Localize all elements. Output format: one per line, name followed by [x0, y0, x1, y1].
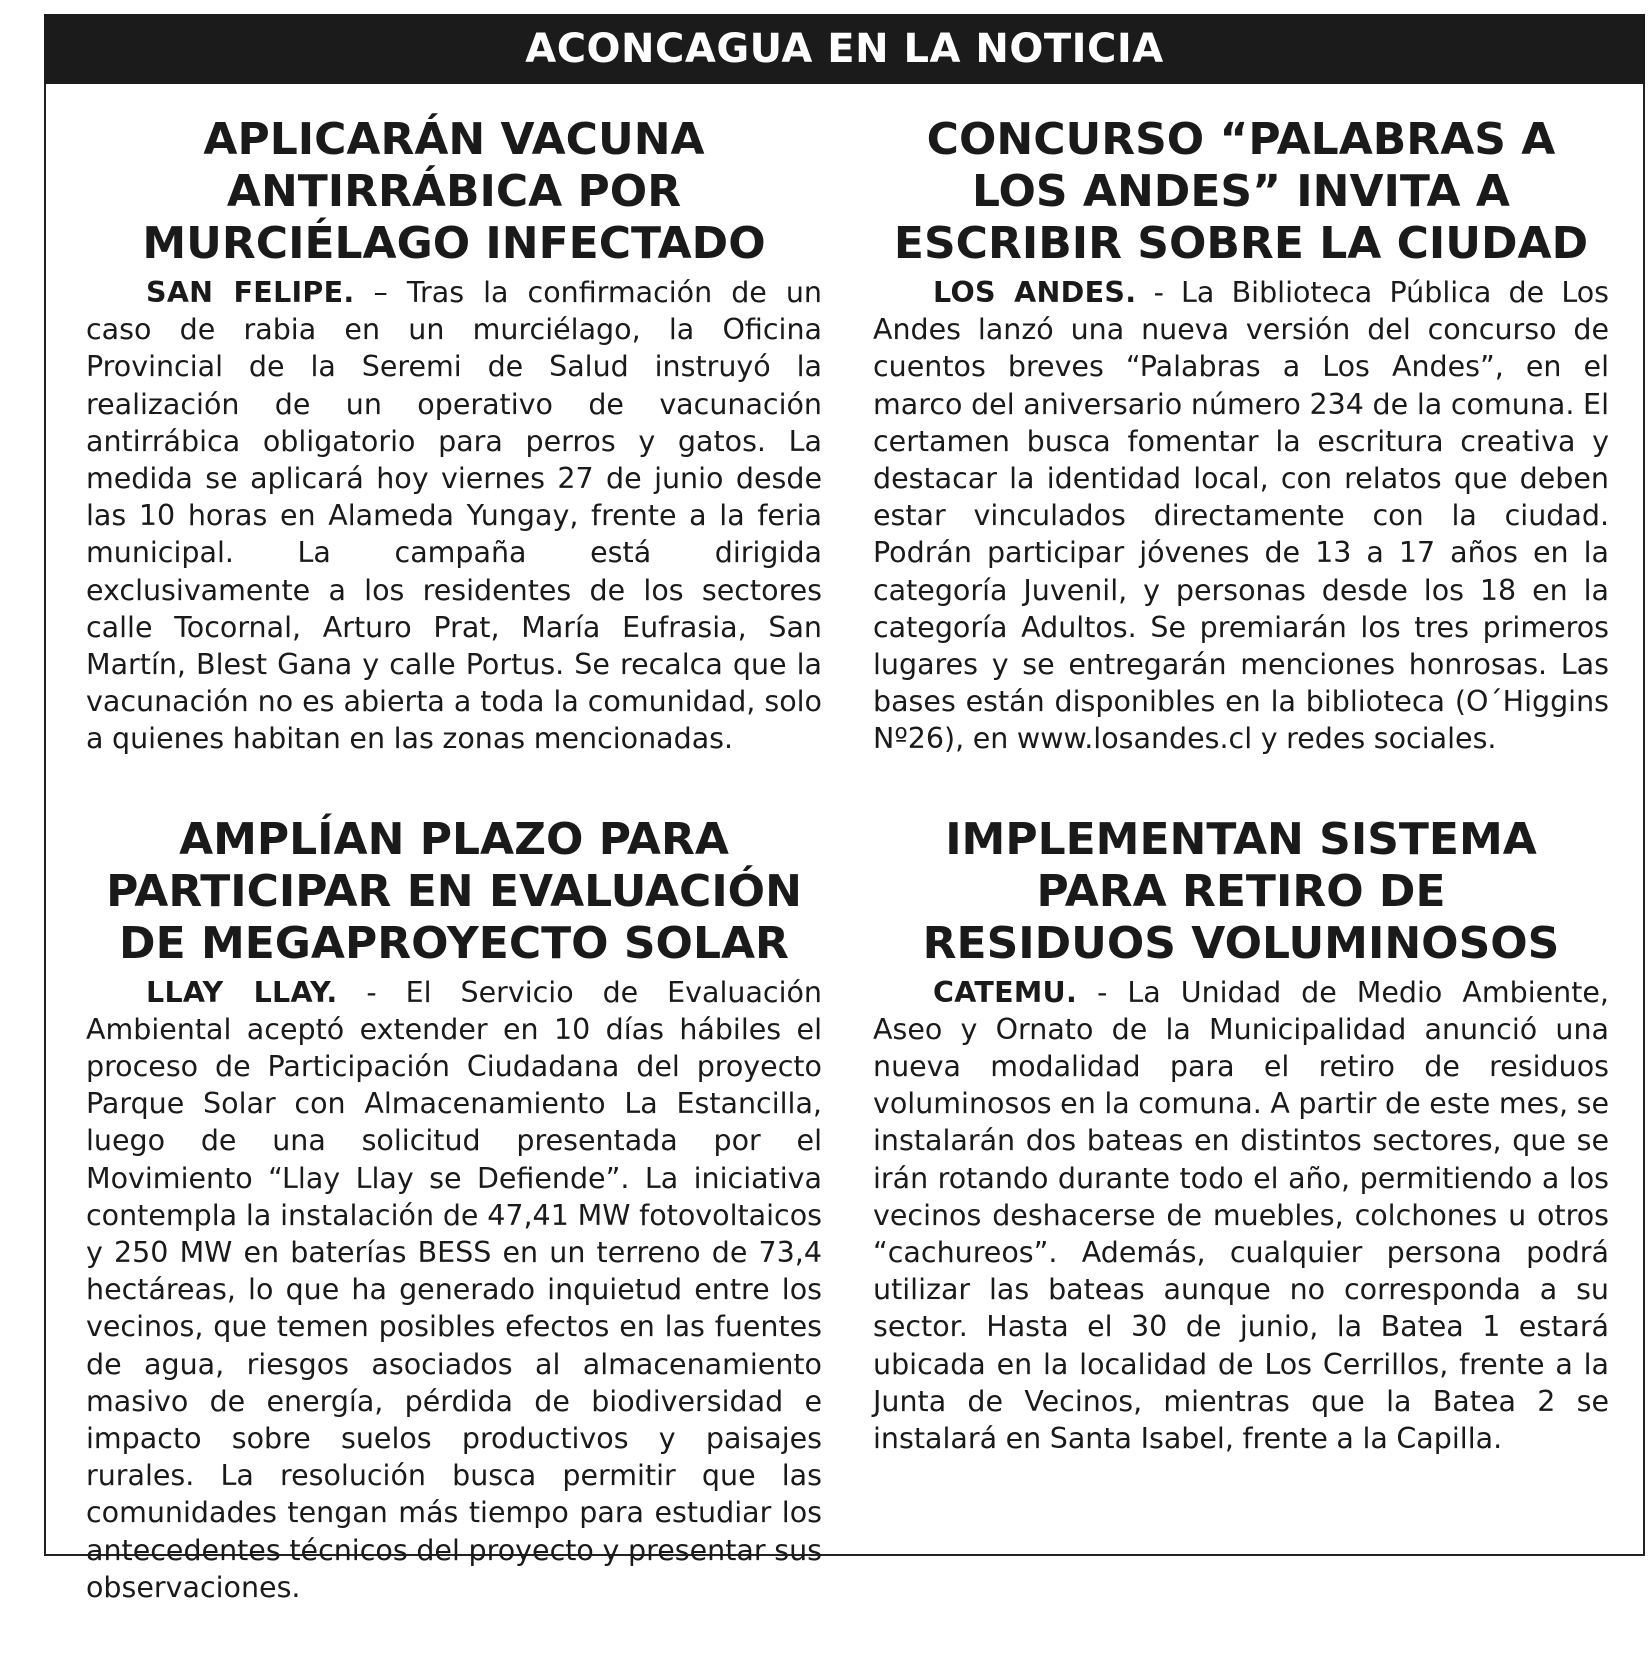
article-body: [873, 274, 1609, 758]
section-title: ACONCAGUA EN LA NOTICIA: [525, 26, 1164, 72]
article-body: [86, 974, 822, 1606]
article-dateline: LOS ANDES.: [933, 276, 1137, 309]
article-vacuna: [86, 114, 822, 758]
article-headline: IMPLEMENTAN SISTEMA PARA RETIRO DE RESIDUOS VOLUMINOSOS: [922, 813, 1560, 969]
article-text: - El Servicio de Evaluación Ambiental aceptó extender en 10 días hábiles el proceso de Participación Ciudadana del proyecto Parque Solar con Almacenamiento La Estancilla, luego de una solicitud presentada por el Movimiento “Llay Llay se Defiende”. La iniciativa contempla la instalación de 47,41 MW fotovoltaicos y 250 MW en baterías BESS en un terreno de 73,4 hectáreas, lo que ha generado inquietud entre los vecinos, que temen posibles efectos en las fuentes de agua, riesgos asociados al almacenamiento masivo de energía, pérdida de biodiversidad e impacto sobre suelos productivos y paisajes rurales. La resolución busca permitir que las comunidades tengan más tiempo para estudiar los antecedentes técnicos del proyecto y presentar sus observaciones.: [86, 975, 822, 1604]
left-column: [86, 114, 822, 1662]
article-dateline: SAN FELIPE.: [146, 276, 355, 309]
right-column: [873, 114, 1609, 1513]
article-dateline: CATEMU.: [933, 975, 1078, 1009]
article-body: [86, 274, 822, 758]
article-headline: APLICARÁN VACUNA ANTIRRÁBICA POR MURCIÉLAGO INFECTADO: [142, 114, 766, 269]
article-headline: AMPLÍAN PLAZO PARA PARTICIPAR EN EVALUACIÓN DE MEGAPROYECTO SOLAR: [106, 813, 802, 969]
article-body: [873, 974, 1609, 1458]
article-text: - La Unidad de Medio Ambiente, Aseo y Ornato de la Municipalidad anunció una nueva modalidad para el retiro de residuos voluminosos en la comuna. A partir de este mes, se instalarán dos bateas en distintos sectores, que se irán rotando durante todo el año, permitiendo a los vecinos deshacerse de muebles, colchones u otros “cachureos”. Además, cualquier persona podrá utilizar las bateas aunque no corresponda a su sector. Hasta el 30 de junio, la Batea 1 estará ubicada en la localidad de Los Cerrillos, frente a la Junta de Vecinos, mientras que la Batea 2 se instalará en Santa Isabel, frente a la Capilla.: [873, 975, 1610, 1456]
article-headline: CONCURSO “PALABRAS A LOS ANDES” INVITA A ESCRIBIR SOBRE LA CIUDAD: [893, 114, 1589, 269]
article-text: – Tras la confirmación de un caso de rabia en un murciélago, la Oficina Provincial de la Seremi de Salud instruyó la realización de un operativo de vacunación antirrábica obligatorio para perros y gatos. La medida se aplicará hoy viernes 27 de junio desde las 10 horas en Alameda Yungay, frente a la feria municipal. La campaña está dirigida exclusivamente a los residentes de los sectores calle Tocornal, Arturo Prat, María Eufrasia, San Martín, Blest Gana y calle Portus. Se recalca que la vacunación no es abierta a toda la comunidad, solo a quienes habitan en las zonas mencionadas.: [86, 276, 822, 756]
article-dateline: LLAY LLAY.: [146, 975, 338, 1009]
article-solar: [86, 814, 822, 1606]
article-residuos: [873, 814, 1609, 1458]
article-concurso: [873, 114, 1609, 758]
article-text: - La Biblioteca Pública de Los Andes lanzó una nueva versión del concurso de cuentos breves “Palabras a Los Andes”, en el marco del aniversario número 234 de la comuna. El certamen busca fomentar la escritura creativa y destacar la identidad local, con relatos que deben estar vinculados directamente con la ciudad. Podrán participar jóvenes de 13 a 17 años en la categoría Juvenil, y personas desde los 18 en la categoría Adultos. Se premiarán los tres primeros lugares y se entregarán menciones honrosas. Las bases están disponibles en la biblioteca (O´Higgins Nº26), en www.losandes.cl y redes sociales.: [873, 276, 1609, 756]
section-banner: [44, 14, 1645, 84]
